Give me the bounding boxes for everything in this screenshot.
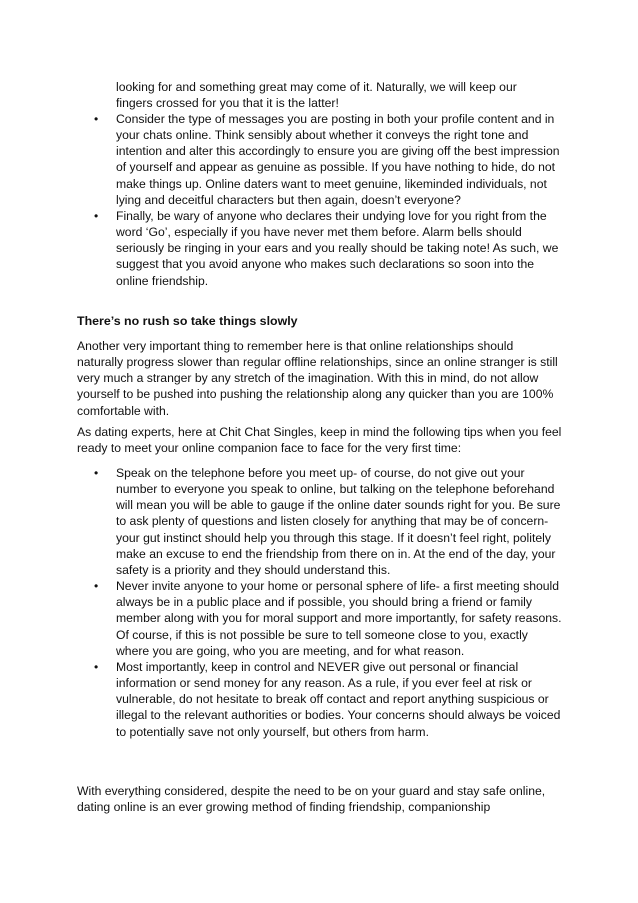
bullet-continuation-text: looking for and something great may come of it. Naturally, we will keep our fingers crossed for you that it is the latter! <box>116 80 517 111</box>
list-item <box>77 208 562 289</box>
list-item-text: Never invite anyone to your home or personal sphere of life- a first meeting should always be in a public place and if possible, you should bring a friend or family member along with you for moral support and more importantly, for safety reasons. Of course, if this is not possible be sure to tell someone close to you, exactly where you are going, who you are meeting, and for what reason. <box>116 579 562 658</box>
list-item-text: Speak on the telephone before you meet up- of course, do not give out your number to everyone you speak to online, but talking on the telephone beforehand will mean you will be able to gauge if the online dater sounds right for you. Be sure to ask plenty of questions and listen closely for anything that may be of concern- your gut instinct should help you through this stage. If it doesn’t feel right, politely make an excuse to end the friendship from there on in. At the end of the day, your safety is a priority and they should understand this. <box>116 466 561 577</box>
list-item-text: Most importantly, keep in control and NEVER give out personal or financial information or send money for any reason. As a rule, if you ever feel at risk or vulnerable, do not hesitate to break off contact and report anything suspicious or illegal to the relevant authorities or bodies. Your concerns should always be voiced to potentially save not only yourself, but others from harm. <box>116 659 561 739</box>
closing-paragraph: With everything considered, despite the need to be on your guard and stay safe online, dating online is an ever growing method of finding friendship, companionship <box>77 784 546 815</box>
body-paragraph: Another very important thing to remember here is that online relationships should naturally progress slower than regular offline relationships, since an online stranger is still very much a stranger by any stretch of the imagination. With this in mind, do not allow yourself to be pushed into pushing the relationship along any quicker than you are 100% comfortable with. <box>77 339 558 418</box>
list-item <box>77 111 562 208</box>
tips-bullet-list <box>77 465 562 740</box>
list-item <box>77 659 562 740</box>
intro-bullet-list <box>77 111 562 289</box>
body-paragraph: As dating experts, here at Chit Chat Singles, keep in mind the following tips when you feel ready to meet your online companion face to face for the very first time: <box>77 425 562 456</box>
section-heading: There’s no rush so take things slowly <box>77 314 298 328</box>
list-item <box>77 465 562 578</box>
list-item-text: Finally, be wary of anyone who declares their undying love for you right from the word ‘Go’, especially if you have never met them before. Alarm bells should seriously be ringing in your ears and you really should be taking note! As such, we suggest that you avoid anyone who makes such declarations so soon into the online friendship. <box>116 208 559 288</box>
list-item <box>77 578 562 659</box>
list-item-text: Consider the type of messages you are posting in both your profile content and in your chats online. Think sensibly about whether it conveys the right tone and intention and alter this accordingly to ensure you are giving off the best impression of yourself and appear as genuine as possible. If you have nothing to hide, do not make things up. Online daters want to meet genuine, likeminded individuals, not lying and deceitful characters but then again, doesn’t everyone? <box>116 112 560 207</box>
